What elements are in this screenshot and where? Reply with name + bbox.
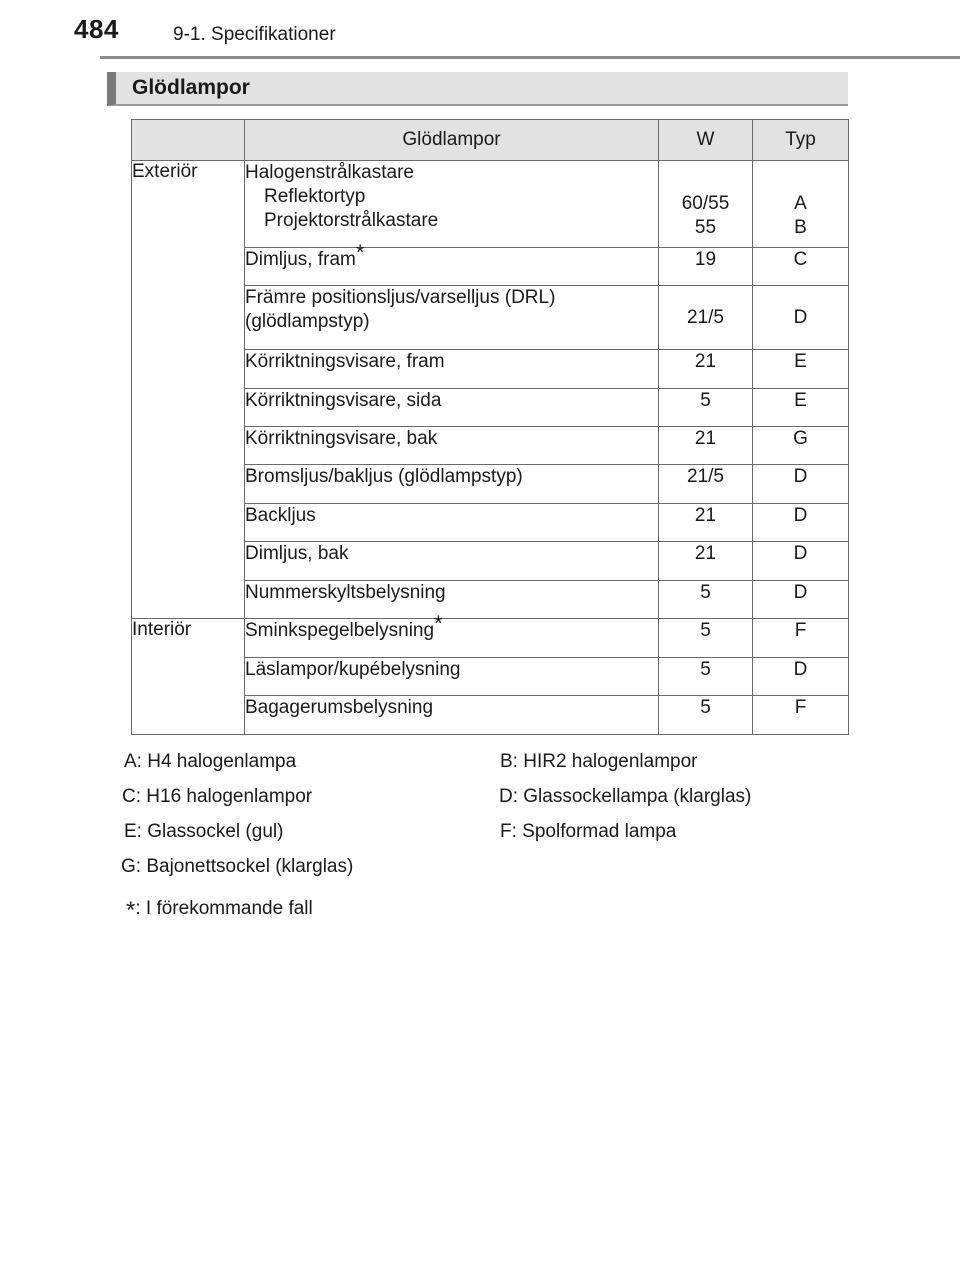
watt-value: 21 bbox=[659, 427, 753, 465]
legend-c: C: H16 halogenlampor bbox=[122, 786, 313, 807]
bulb-name bbox=[245, 610, 659, 658]
bulb-name: Läslampor/kupébelysning bbox=[245, 658, 659, 696]
bulb-name bbox=[245, 161, 659, 248]
legend-d: D: Glassockellampa (klarglas) bbox=[499, 786, 752, 807]
bulb-name-line: (glödlampstyp) bbox=[245, 311, 370, 332]
type-value: E bbox=[753, 350, 849, 389]
bulb-name: Körriktningsvisare, fram bbox=[245, 350, 659, 389]
watt-value: 21 bbox=[659, 542, 753, 581]
type-value: D bbox=[753, 286, 849, 350]
group-label-interior: Interiör bbox=[132, 619, 245, 735]
type-value: F bbox=[753, 619, 849, 658]
legend-f: F: Spolformad lampa bbox=[500, 821, 677, 842]
chapter-title: 9-1. Specifikationer bbox=[173, 24, 336, 45]
table-row bbox=[132, 619, 849, 658]
type-value: F bbox=[753, 696, 849, 735]
bulb-name-text: Sminkspegelbelysning bbox=[245, 620, 435, 641]
bulb-name bbox=[245, 286, 659, 350]
type-value: G bbox=[753, 427, 849, 465]
watt-value: 5 bbox=[659, 389, 753, 427]
group-label-exterior: Exteriör bbox=[132, 161, 245, 619]
header-cell-bulb: Glödlampor bbox=[245, 120, 659, 161]
header-cell-type: Typ bbox=[753, 120, 849, 161]
watt-value: 5 bbox=[659, 658, 753, 696]
watt-value: 21 bbox=[659, 504, 753, 542]
watt-value: 60/55 bbox=[681, 193, 730, 214]
footnote bbox=[126, 893, 313, 924]
bulb-name: Backljus bbox=[245, 504, 659, 542]
table-row bbox=[132, 161, 849, 248]
watt-value: 21 bbox=[659, 350, 753, 389]
legend-b: B: HIR2 halogenlampor bbox=[500, 751, 698, 772]
section-header bbox=[107, 72, 848, 106]
bulb-name: Nummerskyltsbelysning bbox=[245, 581, 659, 619]
footnote-star: * bbox=[355, 239, 365, 265]
footnote-star: * bbox=[126, 897, 136, 924]
section-title: Glödlampor bbox=[132, 76, 250, 99]
watt-value: 19 bbox=[659, 248, 753, 286]
watt-value: 55 bbox=[694, 217, 717, 238]
watt-value: 5 bbox=[659, 696, 753, 735]
type-value: A bbox=[794, 193, 807, 214]
type-value: D bbox=[753, 542, 849, 581]
bulb-name-text: Dimljus, fram bbox=[245, 249, 356, 270]
type-cell bbox=[753, 161, 849, 248]
header-cell-watt: W bbox=[659, 120, 753, 161]
bulb-name: Dimljus, bak bbox=[245, 542, 659, 581]
type-value: D bbox=[753, 658, 849, 696]
bulb-spec-table bbox=[131, 119, 849, 735]
bulb-name: Bromsljus/bakljus (glödlampstyp) bbox=[245, 465, 659, 504]
footnote-text: : I förekommande fall bbox=[135, 898, 313, 919]
type-value: D bbox=[753, 504, 849, 542]
watt-cell bbox=[659, 161, 753, 248]
bulb-name bbox=[245, 239, 659, 286]
legend-e: E: Glassockel (gul) bbox=[124, 821, 284, 842]
watt-value: 5 bbox=[659, 581, 753, 619]
type-value: E bbox=[753, 389, 849, 427]
legend-a: A: H4 halogenlampa bbox=[124, 751, 297, 772]
bulb-name-sub: Projektorstrålkastare bbox=[264, 210, 439, 231]
watt-value: 5 bbox=[659, 619, 753, 658]
type-value: B bbox=[794, 217, 807, 238]
table-header-row bbox=[132, 120, 849, 161]
watt-value: 21/5 bbox=[659, 286, 753, 350]
legend-g: G: Bajonettsockel (klarglas) bbox=[121, 856, 354, 877]
type-value: D bbox=[753, 581, 849, 619]
page-number: 484 bbox=[74, 14, 119, 44]
bulb-name-main: Halogenstrålkastare bbox=[245, 162, 414, 183]
watt-value: 21/5 bbox=[659, 465, 753, 504]
bulb-name-sub: Reflektortyp bbox=[264, 186, 366, 207]
header-divider bbox=[100, 56, 960, 59]
bulb-name: Körriktningsvisare, sida bbox=[245, 389, 659, 427]
footnote-star: * bbox=[434, 610, 443, 636]
bulb-name-line: Främre positionsljus/varselljus (DRL) bbox=[245, 287, 556, 308]
type-value: D bbox=[753, 465, 849, 504]
header-cell-group bbox=[132, 120, 245, 161]
type-value: C bbox=[753, 248, 849, 286]
bulb-name: Körriktningsvisare, bak bbox=[245, 427, 659, 465]
bulb-name: Bagagerumsbelysning bbox=[245, 696, 659, 735]
